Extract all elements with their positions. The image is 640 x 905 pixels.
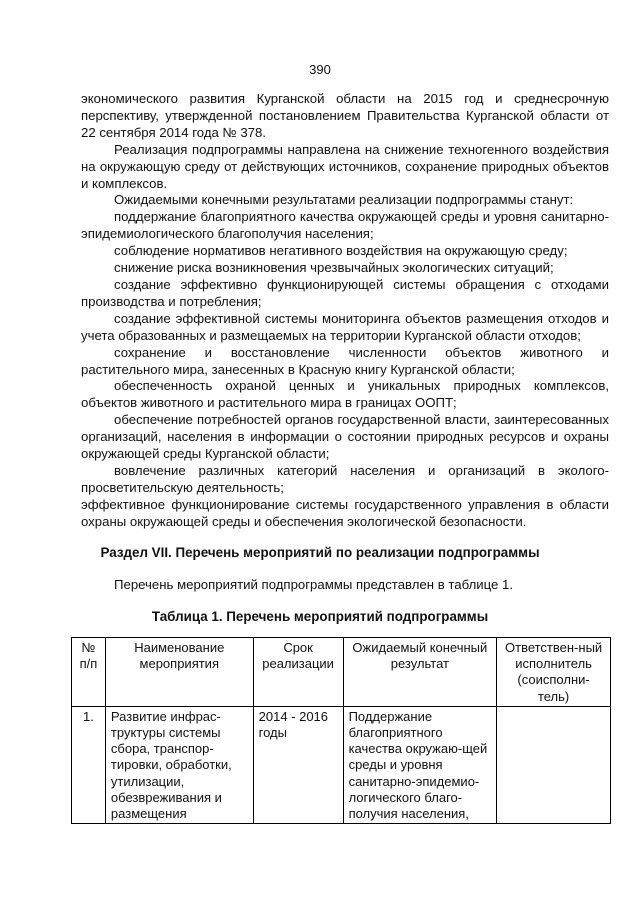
cell-name: Развитие инфрас-труктуры системы сбора, транспор-тировки, обработки, утилизации, обезвреживания и размещения — [105, 706, 253, 823]
paragraph: создание эффективной системы мониторинга объектов размещения отходов и учета образованных и размещаемых на территории Курганской области отходов; — [81, 310, 609, 343]
section-heading: Раздел VII. Перечень мероприятий по реализации подпрограммы — [100, 545, 540, 560]
body-text — [81, 91, 609, 531]
cell-num: 1. — [72, 706, 106, 823]
paragraph: вовлечение различных категорий населения и организаций в эколого-просветительскую деятельность; — [81, 462, 609, 495]
page-number: 390 — [309, 62, 331, 77]
table-caption: Таблица 1. Перечень мероприятий подпрограммы — [151, 609, 489, 624]
cell-result: Поддержание благоприятного качества окружаю-щей среды и уровня санитарно-эпидемио-логического благо-получия населения, — [343, 706, 497, 823]
paragraph: обеспечение потребностей органов государственной власти, заинтересованных организаций, населения в информации о состоянии природных ресурсов и охраны окружающей среды Курганской области; — [81, 412, 609, 462]
col-header-executor: Ответствен-ный исполнитель (соисполни-тель) — [497, 638, 611, 707]
paragraph: снижение риска возникновения чрезвычайных экологических ситуаций; — [114, 260, 554, 276]
paragraph: сохранение и восстановление численности объектов животного и растительного мира, занесенных в Красную книгу Курганской области; — [81, 344, 609, 377]
col-header-term: Срок реализации — [253, 638, 343, 707]
paragraph: экономического развития Курганской области на 2015 год и среднесрочную перспективу, утвержденной постановлением Правительства Курганской области от 22 сентября 2014 года № 378. — [81, 91, 609, 140]
paragraph: обеспеченность охраной ценных и уникальных природных комплексов, объектов животного и растительного мира в границах ООПТ; — [81, 378, 609, 411]
col-header-result: Ожидаемый конечный результат — [343, 638, 497, 707]
table-header-row — [72, 638, 611, 707]
table-row — [72, 706, 611, 823]
cell-executor — [497, 706, 611, 823]
measures-table — [71, 637, 611, 824]
paragraph: поддержание благоприятного качества окружающей среды и уровня санитарно-эпидемиологического благополучия населения; — [81, 209, 609, 242]
paragraph: Ожидаемыми конечными результатами реализации подпрограммы станут: — [114, 192, 574, 208]
col-header-name: Наименование мероприятия — [105, 638, 253, 707]
cell-term: 2014 - 2016 годы — [253, 706, 343, 823]
intro-text: Перечень мероприятий подпрограммы представлен в таблице 1. — [114, 577, 514, 592]
paragraph: Реализация подпрограммы направлена на снижение техногенного воздействия на окружающую среду от действующих источников, сохранение природных объектов и комплексов. — [81, 141, 609, 191]
col-header-num: № п/п — [72, 638, 106, 707]
paragraph: соблюдение нормативов негативного воздействия на окружающую среду; — [114, 243, 568, 259]
paragraph: создание эффективно функционирующей системы обращения с отходами производства и потребления; — [81, 276, 609, 309]
paragraph: эффективное функционирование системы государственного управления в области охраны окружающей среды и обеспечения экологической безопасности. — [81, 496, 609, 529]
